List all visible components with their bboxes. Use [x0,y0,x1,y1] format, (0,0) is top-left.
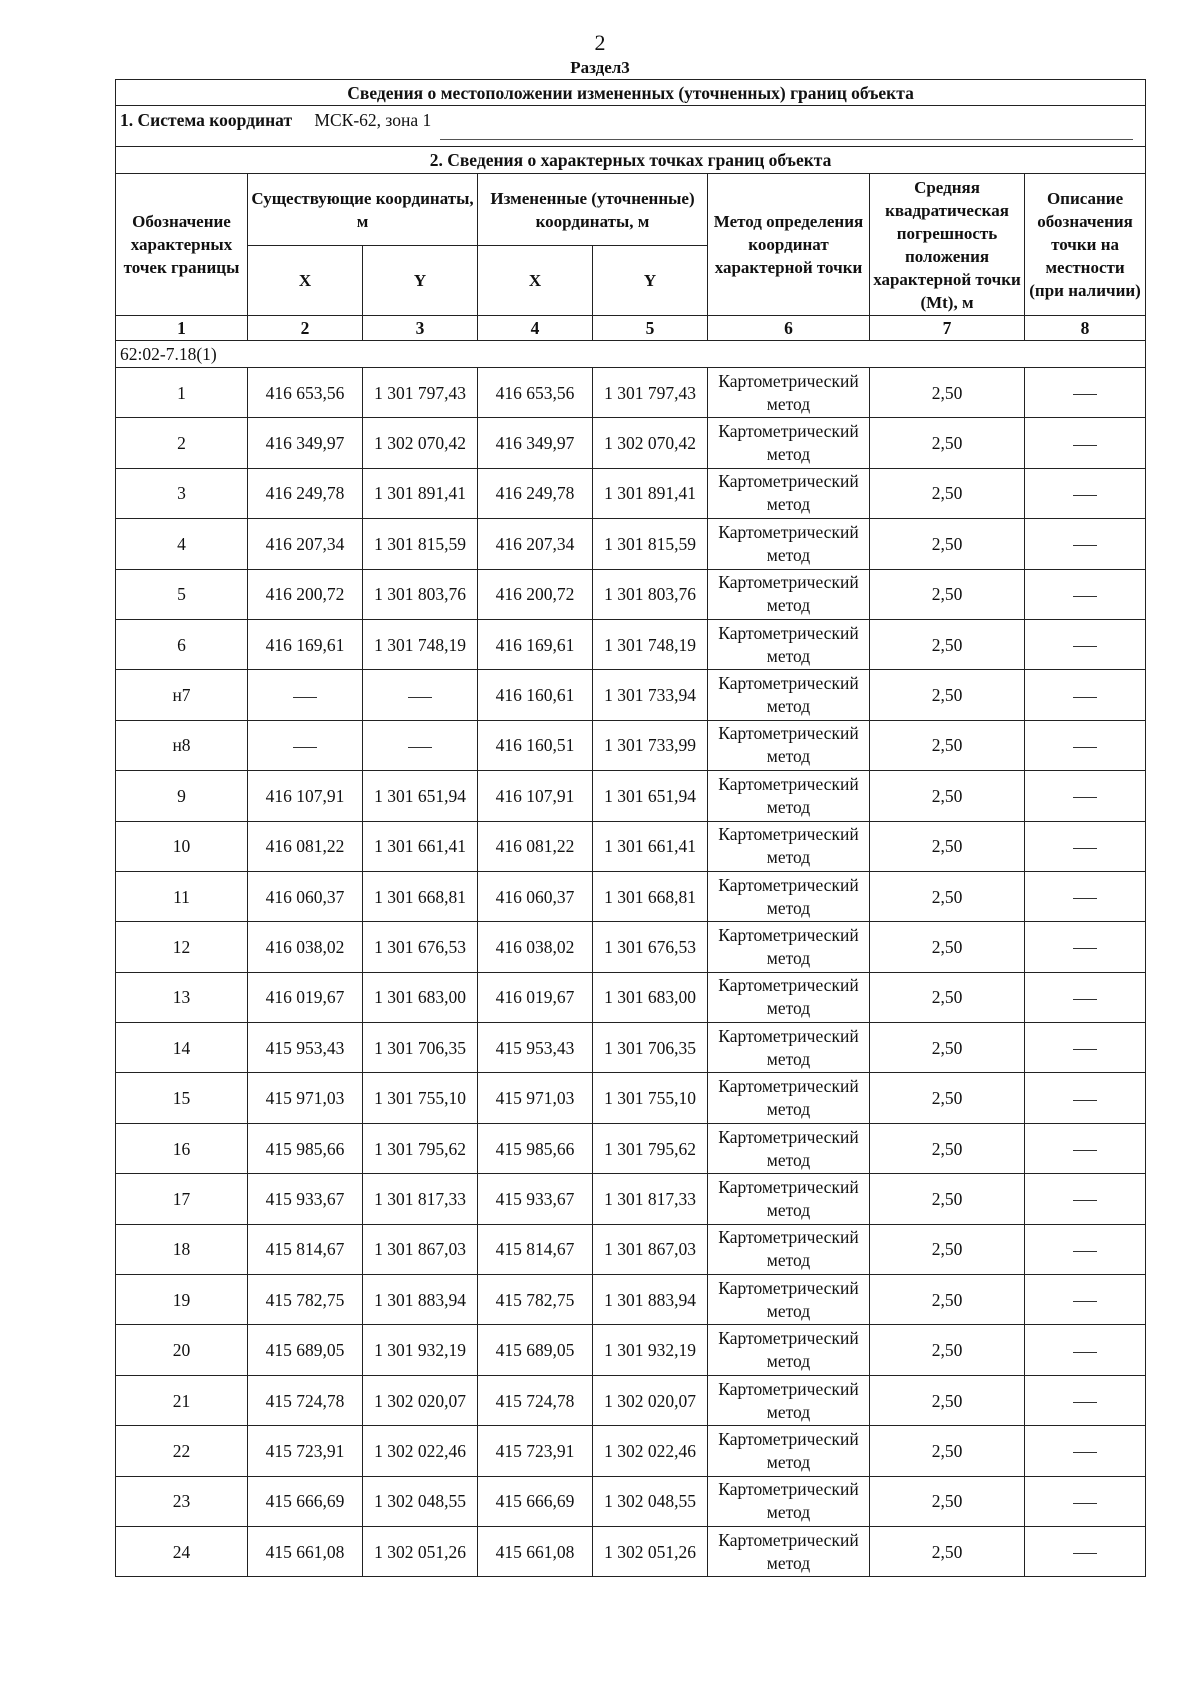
cell-changed-x: 416 081,22 [478,821,593,871]
cell-existing-y: 1 301 706,35 [363,1023,478,1073]
cell-point-designation: 16 [116,1123,248,1173]
cell-method: Картометрический метод [708,569,870,619]
table-row [116,368,1146,418]
cell-error-mt: 2,50 [870,720,1025,770]
cell-error-mt: 2,50 [870,468,1025,518]
dash-mark [408,747,432,748]
cell-point-designation: 12 [116,922,248,972]
dash-mark [1073,848,1097,849]
cell-changed-y: 1 302 020,07 [593,1375,708,1425]
table-row [116,1023,1146,1073]
cell-point-designation: 4 [116,519,248,569]
cell-existing-x [248,670,363,720]
cell-point-designation: 23 [116,1476,248,1526]
column-number: 2 [248,316,363,341]
cell-point-description [1025,1375,1146,1425]
cell-error-mt: 2,50 [870,1123,1025,1173]
cell-existing-x: 415 814,67 [248,1224,363,1274]
cell-point-designation: 14 [116,1023,248,1073]
dash-mark [1073,1200,1097,1201]
cell-method: Картометрический метод [708,1526,870,1576]
cell-error-mt: 2,50 [870,1073,1025,1123]
cell-existing-x: 416 349,97 [248,418,363,468]
cell-changed-y: 1 301 733,99 [593,720,708,770]
dash-mark [293,697,317,698]
cell-method: Картометрический метод [708,1476,870,1526]
cell-point-description [1025,972,1146,1022]
cell-point-description [1025,1275,1146,1325]
cell-existing-x: 415 933,67 [248,1174,363,1224]
table-row [116,1375,1146,1425]
cell-existing-x: 415 971,03 [248,1073,363,1123]
cell-point-designation: 21 [116,1375,248,1425]
dash-mark [1073,747,1097,748]
section-title: Раздел3 [570,58,630,77]
cell-error-mt: 2,50 [870,1426,1025,1476]
cell-method: Картометрический метод [708,619,870,669]
cell-changed-y: 1 301 706,35 [593,1023,708,1073]
cell-point-description [1025,569,1146,619]
cell-changed-y: 1 301 683,00 [593,972,708,1022]
cell-existing-x: 416 019,67 [248,972,363,1022]
cell-point-description [1025,922,1146,972]
cell-existing-x: 416 107,91 [248,771,363,821]
column-number: 5 [593,316,708,341]
cell-method: Картометрический метод [708,1426,870,1476]
cell-method: Картометрический метод [708,972,870,1022]
cell-changed-y: 1 301 755,10 [593,1073,708,1123]
table-row [116,1224,1146,1274]
cell-error-mt: 2,50 [870,368,1025,418]
header-changed-y: Y [593,246,708,316]
header-point: Обозначение характерных точек границы [116,174,248,316]
cell-point-designation: 15 [116,1073,248,1123]
cell-existing-x: 416 060,37 [248,871,363,921]
cell-changed-y: 1 301 733,94 [593,670,708,720]
coordinate-system-underline [440,139,1133,140]
cell-error-mt: 2,50 [870,1325,1025,1375]
cell-changed-y: 1 301 651,94 [593,771,708,821]
cell-method: Картометрический метод [708,519,870,569]
table-row [116,1426,1146,1476]
cell-point-designation: 6 [116,619,248,669]
cell-changed-x: 416 019,67 [478,972,593,1022]
cell-error-mt: 2,50 [870,1023,1025,1073]
cell-changed-y: 1 301 867,03 [593,1224,708,1274]
cell-point-designation: 5 [116,569,248,619]
cell-method: Картометрический метод [708,418,870,468]
cell-method: Картометрический метод [708,1275,870,1325]
cell-existing-y: 1 302 070,42 [363,418,478,468]
table-row [116,922,1146,972]
dash-mark [1073,445,1097,446]
column-number-row [116,316,1146,341]
cell-changed-x: 415 661,08 [478,1526,593,1576]
cell-existing-y: 1 301 932,19 [363,1325,478,1375]
header-existing-y: Y [363,246,478,316]
table-row [116,1526,1146,1576]
cell-existing-y: 1 301 883,94 [363,1275,478,1325]
cell-error-mt: 2,50 [870,1375,1025,1425]
cell-existing-x: 415 723,91 [248,1426,363,1476]
cell-changed-y: 1 302 051,26 [593,1526,708,1576]
cell-existing-x: 416 207,34 [248,519,363,569]
cell-method: Картометрический метод [708,922,870,972]
column-number: 1 [116,316,248,341]
cell-method: Картометрический метод [708,1123,870,1173]
cell-existing-y: 1 301 748,19 [363,619,478,669]
cell-point-description [1025,368,1146,418]
cell-changed-x: 416 060,37 [478,871,593,921]
cell-existing-y: 1 301 815,59 [363,519,478,569]
table-row [116,468,1146,518]
cell-changed-x: 416 249,78 [478,468,593,518]
boundary-points-table [115,79,1146,1577]
cell-existing-x: 415 689,05 [248,1325,363,1375]
cell-changed-x: 416 207,34 [478,519,593,569]
cell-existing-y: 1 302 020,07 [363,1375,478,1425]
dash-mark [1073,495,1097,496]
cell-error-mt: 2,50 [870,519,1025,569]
cell-error-mt: 2,50 [870,1224,1025,1274]
cell-changed-y: 1 301 797,43 [593,368,708,418]
cell-point-designation: 1 [116,368,248,418]
cell-changed-y: 1 301 891,41 [593,468,708,518]
cell-existing-x: 416 653,56 [248,368,363,418]
cell-method: Картометрический метод [708,1073,870,1123]
cell-point-description [1025,720,1146,770]
cell-existing-x: 415 782,75 [248,1275,363,1325]
cell-existing-x: 416 081,22 [248,821,363,871]
cell-existing-x: 415 724,78 [248,1375,363,1425]
dash-mark [1073,1301,1097,1302]
dash-mark [1073,596,1097,597]
cadastral-label: 62:02-7.18(1) [116,341,1146,368]
cell-existing-y: 1 301 817,33 [363,1174,478,1224]
cell-existing-y: 1 301 803,76 [363,569,478,619]
cell-changed-x: 415 689,05 [478,1325,593,1375]
cell-existing-x: 416 249,78 [248,468,363,518]
cell-point-designation: 3 [116,468,248,518]
cell-existing-x: 416 169,61 [248,619,363,669]
dash-mark [1073,948,1097,949]
cell-error-mt: 2,50 [870,821,1025,871]
cell-method: Картометрический метод [708,1224,870,1274]
table-row [116,670,1146,720]
cell-error-mt: 2,50 [870,1174,1025,1224]
cell-point-description [1025,771,1146,821]
cell-point-designation: 13 [116,972,248,1022]
cell-error-mt: 2,50 [870,922,1025,972]
cell-method: Картометрический метод [708,468,870,518]
cell-error-mt: 2,50 [870,871,1025,921]
table-row [116,1174,1146,1224]
cell-error-mt: 2,50 [870,569,1025,619]
table-row [116,871,1146,921]
header-description: Описание обозначения точки на местности (при наличии) [1025,174,1146,316]
cell-existing-y: 1 301 651,94 [363,771,478,821]
cell-changed-y: 1 301 883,94 [593,1275,708,1325]
cell-changed-x: 415 971,03 [478,1073,593,1123]
cell-point-description [1025,519,1146,569]
cell-point-designation: 2 [116,418,248,468]
table-caption: Сведения о местоположении измененных (уточненных) границ объекта [116,80,1146,106]
cell-point-designation: 11 [116,871,248,921]
header-existing-x: X [248,246,363,316]
cell-method: Картометрический метод [708,1325,870,1375]
cell-existing-y: 1 301 891,41 [363,468,478,518]
cell-existing-y: 1 301 867,03 [363,1224,478,1274]
cell-error-mt: 2,50 [870,771,1025,821]
table-row [116,619,1146,669]
dash-mark [1073,1553,1097,1554]
coordinate-system-label: 1. Система координат [120,110,293,130]
cell-existing-y: 1 301 795,62 [363,1123,478,1173]
dash-mark [1073,1402,1097,1403]
table-row [116,418,1146,468]
cell-existing-y: 1 301 755,10 [363,1073,478,1123]
cell-changed-x: 415 724,78 [478,1375,593,1425]
dash-mark [1073,898,1097,899]
cell-changed-y: 1 301 815,59 [593,519,708,569]
cell-existing-x: 416 038,02 [248,922,363,972]
dash-mark [1073,1150,1097,1151]
header-method: Метод определения координат характерной точки [708,174,870,316]
cell-point-designation: 17 [116,1174,248,1224]
table-row [116,569,1146,619]
cell-changed-x: 415 814,67 [478,1224,593,1274]
cell-point-description [1025,1526,1146,1576]
cell-error-mt: 2,50 [870,1476,1025,1526]
cell-changed-x: 416 160,51 [478,720,593,770]
cell-changed-x: 415 666,69 [478,1476,593,1526]
cell-existing-x: 415 985,66 [248,1123,363,1173]
cell-point-designation: 10 [116,821,248,871]
cell-changed-x: 415 723,91 [478,1426,593,1476]
dash-mark [1073,646,1097,647]
cell-existing-y: 1 301 661,41 [363,821,478,871]
subsection-title: 2. Сведения о характерных точках границ объекта [116,147,1146,174]
table-row [116,720,1146,770]
cell-method: Картометрический метод [708,871,870,921]
dash-mark [293,747,317,748]
dash-mark [1073,999,1097,1000]
cell-changed-x: 416 107,91 [478,771,593,821]
table-row [116,1325,1146,1375]
cell-method: Картометрический метод [708,1174,870,1224]
table-row [116,1123,1146,1173]
cell-existing-y: 1 302 051,26 [363,1526,478,1576]
cell-error-mt: 2,50 [870,670,1025,720]
cell-changed-y: 1 301 661,41 [593,821,708,871]
cell-changed-y: 1 301 748,19 [593,619,708,669]
header-error: Средняя квадратическая погрешность положения характерной точки (Mt), м [870,174,1025,316]
cell-point-description [1025,1325,1146,1375]
cell-error-mt: 2,50 [870,619,1025,669]
cell-existing-x [248,720,363,770]
cell-error-mt: 2,50 [870,1526,1025,1576]
cell-changed-y: 1 302 048,55 [593,1476,708,1526]
dash-mark [1073,394,1097,395]
cell-existing-x: 415 666,69 [248,1476,363,1526]
cell-existing-x: 416 200,72 [248,569,363,619]
cell-changed-y: 1 301 795,62 [593,1123,708,1173]
cell-point-description [1025,619,1146,669]
header-changed: Измененные (уточненные) координаты, м [478,174,708,246]
cell-changed-y: 1 301 817,33 [593,1174,708,1224]
cell-point-designation: н8 [116,720,248,770]
cell-changed-x: 416 160,61 [478,670,593,720]
dash-mark [1073,1251,1097,1252]
cell-changed-x: 416 038,02 [478,922,593,972]
coordinate-system-row [116,106,1146,147]
dash-mark [1073,797,1097,798]
dash-mark [408,697,432,698]
cell-point-designation: 9 [116,771,248,821]
cell-changed-y: 1 301 676,53 [593,922,708,972]
table-row [116,1275,1146,1325]
cell-changed-y: 1 302 070,42 [593,418,708,468]
cell-changed-y: 1 301 803,76 [593,569,708,619]
cell-point-designation: 22 [116,1426,248,1476]
cell-existing-y [363,720,478,770]
cell-existing-x: 415 953,43 [248,1023,363,1073]
cell-point-description [1025,871,1146,921]
table-row [116,1073,1146,1123]
column-number: 6 [708,316,870,341]
table-row [116,972,1146,1022]
cell-existing-y: 1 302 048,55 [363,1476,478,1526]
table-row [116,821,1146,871]
cell-point-description [1025,670,1146,720]
cell-existing-y: 1 301 668,81 [363,871,478,921]
cell-point-designation: 19 [116,1275,248,1325]
column-number: 4 [478,316,593,341]
cell-existing-x: 415 661,08 [248,1526,363,1576]
cell-point-description [1025,1023,1146,1073]
dash-mark [1073,697,1097,698]
cell-point-description [1025,821,1146,871]
cell-point-description [1025,468,1146,518]
dash-mark [1073,1452,1097,1453]
dash-mark [1073,1049,1097,1050]
cell-error-mt: 2,50 [870,418,1025,468]
cell-existing-y [363,670,478,720]
cell-point-designation: 20 [116,1325,248,1375]
table-row [116,1476,1146,1526]
cell-changed-y: 1 301 668,81 [593,871,708,921]
column-number: 3 [363,316,478,341]
cell-changed-y: 1 302 022,46 [593,1426,708,1476]
cell-method: Картометрический метод [708,670,870,720]
header-changed-x: X [478,246,593,316]
column-number: 7 [870,316,1025,341]
cell-point-designation: 24 [116,1526,248,1576]
cell-existing-y: 1 302 022,46 [363,1426,478,1476]
cell-method: Картометрический метод [708,821,870,871]
page-number: 2 [594,30,606,55]
dash-mark [1073,1100,1097,1101]
cell-existing-y: 1 301 797,43 [363,368,478,418]
cell-point-description [1025,1073,1146,1123]
cell-error-mt: 2,50 [870,972,1025,1022]
dash-mark [1073,1352,1097,1353]
cell-point-description [1025,1174,1146,1224]
cell-point-description [1025,1224,1146,1274]
cell-method: Картометрический метод [708,368,870,418]
cell-method: Картометрический метод [708,771,870,821]
dash-mark [1073,545,1097,546]
cell-point-designation: н7 [116,670,248,720]
cell-existing-y: 1 301 676,53 [363,922,478,972]
cell-method: Картометрический метод [708,1023,870,1073]
cell-changed-x: 415 782,75 [478,1275,593,1325]
cell-point-description [1025,1426,1146,1476]
cell-changed-x: 416 653,56 [478,368,593,418]
cell-existing-y: 1 301 683,00 [363,972,478,1022]
header-existing: Существующие координаты, м [248,174,478,246]
table-row [116,519,1146,569]
cell-changed-y: 1 301 932,19 [593,1325,708,1375]
cell-point-description [1025,1123,1146,1173]
cell-method: Картометрический метод [708,1375,870,1425]
cell-point-designation: 18 [116,1224,248,1274]
cell-changed-x: 416 169,61 [478,619,593,669]
table-row [116,771,1146,821]
cell-changed-x: 416 349,97 [478,418,593,468]
cell-changed-x: 415 985,66 [478,1123,593,1173]
coordinate-system-value: МСК-62, зона 1 [314,110,432,130]
cell-point-description [1025,418,1146,468]
column-number: 8 [1025,316,1146,341]
cell-changed-x: 415 933,67 [478,1174,593,1224]
dash-mark [1073,1503,1097,1504]
cell-error-mt: 2,50 [870,1275,1025,1325]
cell-changed-x: 415 953,43 [478,1023,593,1073]
cell-point-description [1025,1476,1146,1526]
cell-method: Картометрический метод [708,720,870,770]
cell-changed-x: 416 200,72 [478,569,593,619]
